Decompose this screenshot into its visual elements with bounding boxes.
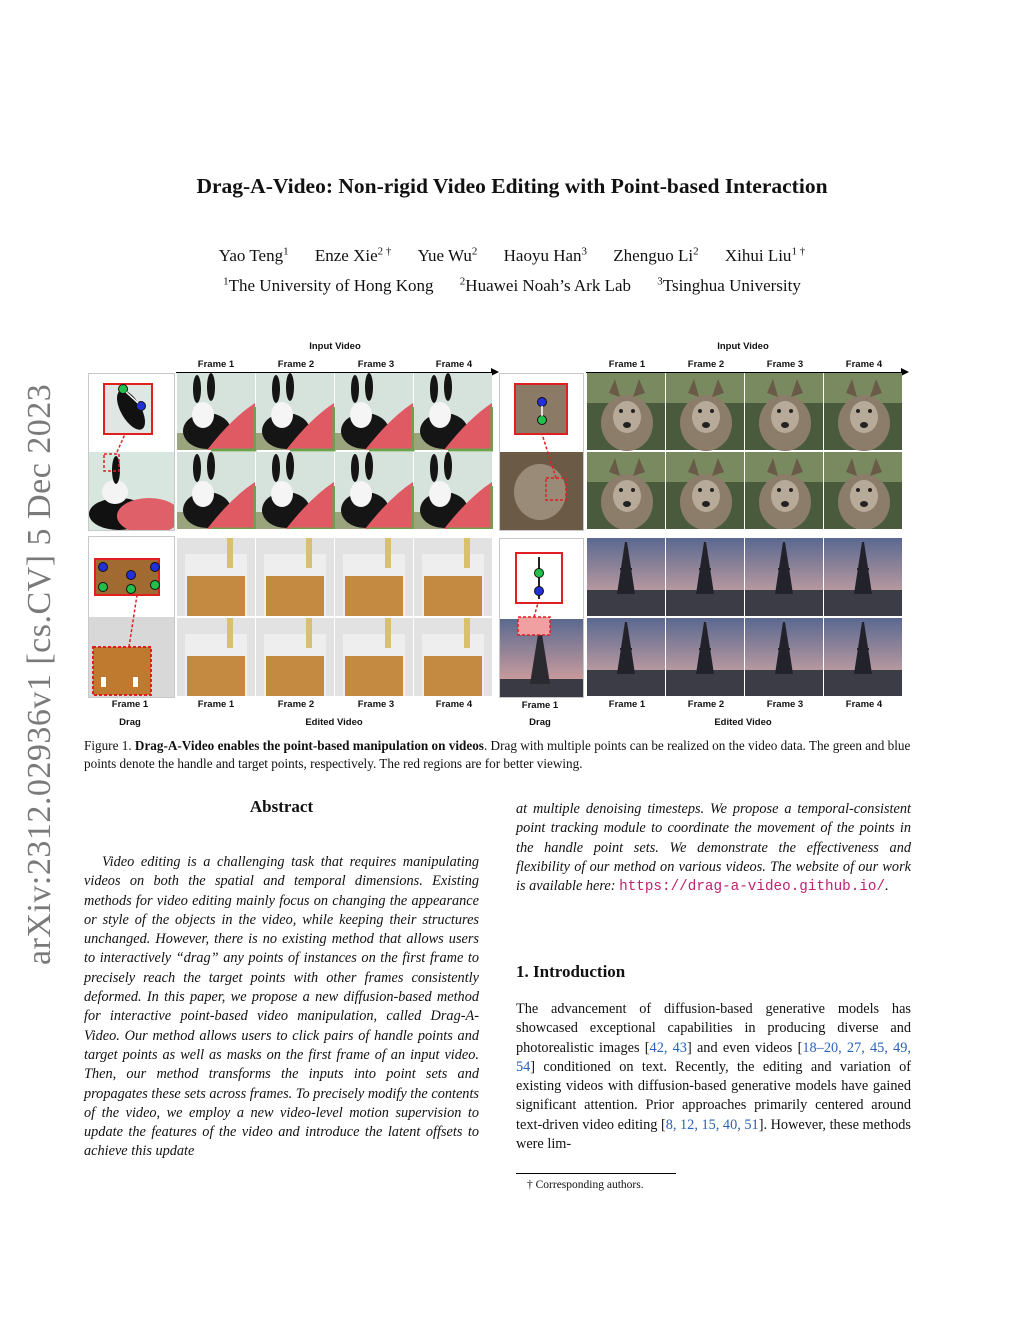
author: Enze Xie$^{2 \dagger}$: [314, 245, 392, 265]
frame-label: Frame 1: [608, 359, 646, 370]
frame-label: Frame 2: [277, 699, 315, 710]
author: Yue Wu$^2$: [417, 245, 478, 265]
frame-label: Frame 2: [687, 359, 725, 370]
affiliation-list: [0, 269, 1024, 300]
author: Yao Teng$^1$: [218, 245, 289, 265]
frame-label: Frame 2: [687, 699, 725, 710]
frame-label: Frame 3: [357, 359, 395, 370]
citation-link[interactable]: 18–20, 27, 45, 49, 54: [516, 1039, 912, 1075]
wolf-frames: [587, 373, 903, 529]
frame-label: Frame 1: [197, 359, 235, 370]
drag-frame-label: Frame 1: [111, 699, 149, 710]
rabbit-frames: [177, 373, 493, 529]
abstract-continued: at multiple denoising timesteps. We propose a temporal-consistent point tracking module to coordinate the movement of the points in the handle point sets. We demonstrate the effectiveness and flexibility of our method on various videos. The website of our work is available here: https://drag-a-video.github.io/.: [516, 801, 911, 896]
frame-label: Frame 4: [435, 359, 473, 370]
footnote-rule: [516, 1173, 676, 1174]
abstract-heading: Abstract: [249, 797, 314, 816]
frame-label: Frame 2: [277, 359, 315, 370]
tower-frame-grid: [587, 538, 903, 696]
frame-label: Frame 1: [608, 699, 646, 710]
drag-panel-rabbit: [88, 373, 175, 531]
citation-link[interactable]: 8, 12, 15, 40, 51: [665, 1116, 759, 1133]
arxiv-stamp: arXiv:2312.02936v1 [cs.CV] 5 Dec 2023: [21, 383, 58, 965]
glass-drag-illustration: [89, 537, 174, 697]
input-video-label: Input Video: [309, 341, 361, 352]
affiliation: $^1$The University of Hong Kong: [223, 275, 434, 296]
footnote: † Corresponding authors.: [527, 1179, 644, 1191]
tower-drag-illustration: [500, 539, 583, 697]
frame-label: Frame 4: [845, 359, 883, 370]
figure-caption: Figure 1. Drag-A-Video enables the point-based manipulation on videos. Drag with multiple points can be realized on the video data. The green and blue points denote the handle and target points, respectively. The red regions are for better viewing.: [84, 738, 911, 771]
drag-label: Drag: [529, 717, 551, 728]
author-list: [0, 238, 1024, 269]
author: Xihui Liu$^{1 \dagger}$: [724, 245, 806, 265]
frame-label: Frame 3: [766, 359, 804, 370]
author: Zhenguo Li$^2$: [613, 245, 699, 265]
input-video-label: Input Video: [717, 341, 769, 352]
edited-video-label: Edited Video: [714, 717, 772, 728]
frame-label: Frame 4: [845, 699, 883, 710]
frame-label: Frame 3: [357, 699, 395, 710]
rabbit-drag-illustration: [89, 374, 174, 530]
drag-panel-wolf: [499, 373, 584, 531]
frame-label: Frame 4: [435, 699, 473, 710]
introduction-text: The advancement of diffusion-based generative models has showcased exceptional capabilities in producing diverse and photorealistic images [42, 43] and even videos [18–20, 27, 45, 49, 54] conditioned on text. Recently, the editing and variation of existing videos with diffusion-based generative models have gained significant attention. Prior approaches primarily centered around text-driven video editing [8, 12, 15, 40, 51]. However, these methods were lim-: [516, 1001, 912, 1153]
affiliation: $^2$Huawei Noah’s Ark Lab: [459, 275, 632, 296]
citation-link[interactable]: 42, 43: [649, 1039, 687, 1056]
abstract-text: Video editing is a challenging task that requires manipulating videos on both the spatial and temporal dimensions. Existing methods for video editing mainly focus on changing the appearance or style of the objects in the video, while keeping their structures unchanged. However, there is no existing method that allows users to interactively “drag” any points of instances on the first frame to precisely reach the target points with other frames consistently deformed. In this paper, we propose a new diffusion-based method for interactive point-based video manipulation, called Drag-A-Video. Our method allows users to click pairs of handle points and target points as well as masks on the first frame of an input video. Then, our method transforms the inputs into point sets and propagates these sets across frames. To precisely modify the contents of the video, we employ a new video-level motion supervision to update the features of the video and introduce the latent offsets to achieve this update: [84, 854, 479, 1160]
author-block: [0, 238, 1024, 299]
rabbit-frame-grid: [177, 373, 493, 529]
drag-panel-glass: [88, 536, 175, 698]
frame-label: Frame 1: [197, 699, 235, 710]
drag-panel-tower: [499, 538, 584, 698]
author: Haoyu Han$^3$: [503, 245, 588, 265]
affiliation: $^3$Tsinghua University: [657, 275, 801, 296]
edited-video-label: Edited Video: [305, 717, 363, 728]
glass-frames: [177, 538, 493, 696]
frame-label: Frame 3: [766, 699, 804, 710]
project-url-link[interactable]: https://drag-a-video.github.io/: [619, 879, 886, 896]
glass-frame-grid: [177, 538, 493, 696]
paper-title: Drag-A-Video: Non-rigid Video Editing with Point-based Interaction: [196, 174, 828, 198]
drag-frame-label: Frame 1: [521, 700, 559, 711]
wolf-drag-illustration: [500, 374, 583, 530]
drag-label: Drag: [119, 717, 141, 728]
wolf-frame-grid: [587, 373, 903, 529]
introduction-heading: 1. Introduction: [516, 962, 626, 981]
tower-frames: [587, 538, 903, 696]
